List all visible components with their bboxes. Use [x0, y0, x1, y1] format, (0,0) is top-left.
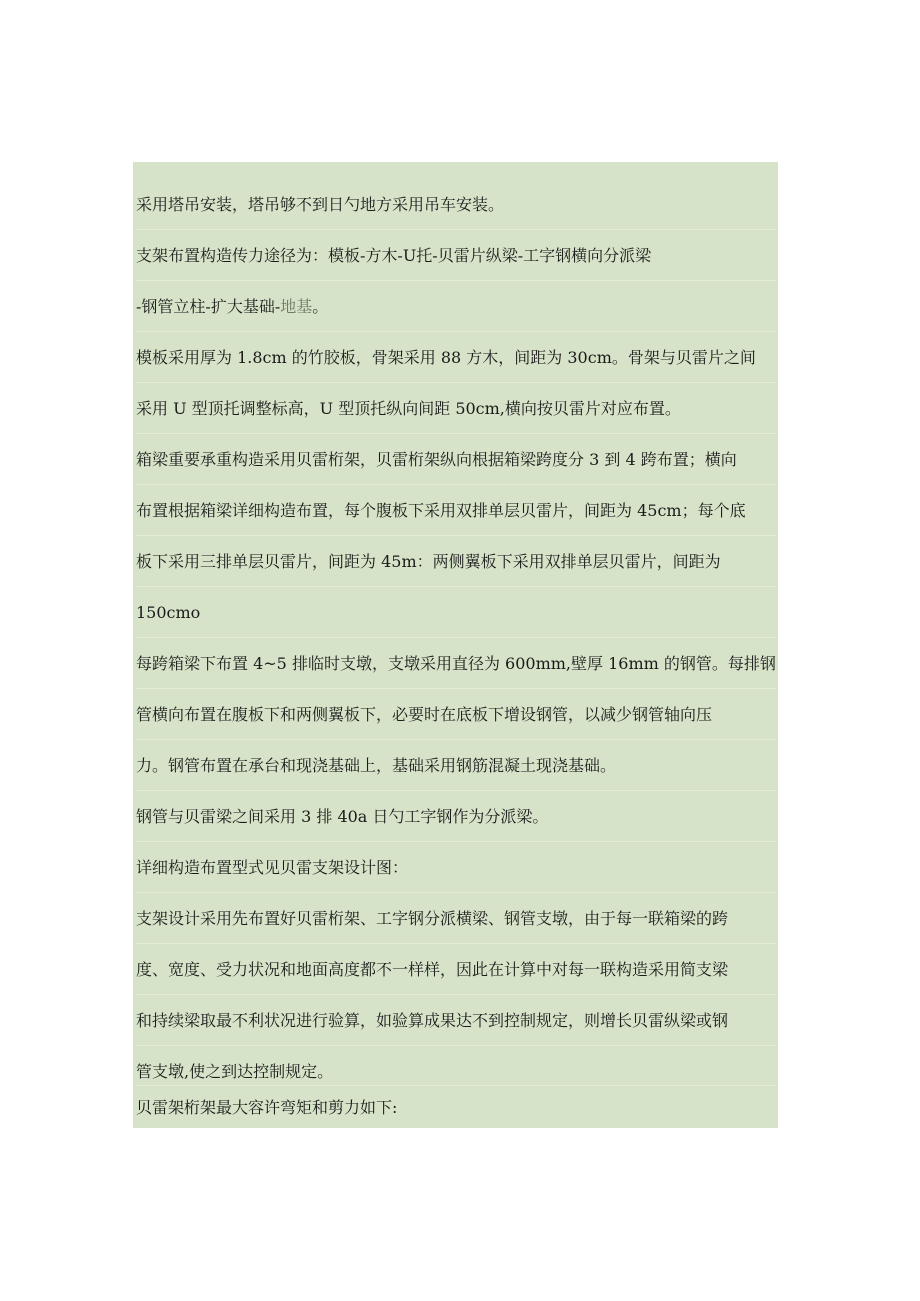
paragraph-line: 采用塔吊安装，塔吊够不到日勺地方采用吊车安装。	[136, 179, 776, 230]
paragraph-line: 贝雷架桁架最大容许弯矩和剪力如下:	[136, 1098, 398, 1117]
paragraph-line: 每跨箱梁下布置 4~5 排临时支墩，支墩采用直径为 600mm,壁厚 16mm 的钢管。每排钢	[136, 638, 776, 689]
paragraph-line: 采用 U 型顶托调整标高，U 型顶托纵向间距 50cm,横向按贝雷片对应布置。	[136, 383, 776, 434]
line-text-muted: 地基	[280, 297, 313, 316]
paragraph-line: 板下采用三排单层贝雷片，间距为 45m：两侧翼板下采用双排单层贝雷片，间距为	[136, 536, 776, 587]
paragraph-line: 详细构造布置型式见贝雷支架设计图：	[136, 842, 776, 893]
paragraph-line: 布置根据箱梁详细构造布置，每个腹板下采用双排单层贝雷片，间距为 45cm；每个底	[136, 485, 776, 536]
paragraph-line: 箱梁重要承重构造采用贝雷桁架，贝雷桁架纵向根据箱梁跨度分 3 到 4 跨布置；横向	[136, 434, 776, 485]
paragraph-line: 模板采用厚为 1.8cm 的竹胶板，骨架采用 88 方木，间距为 30cm。骨架与贝雷片之间	[136, 332, 776, 383]
paragraph-line: 支架设计采用先布置好贝雷桁架、工字钢分派横梁、钢管支墩，由于每一联箱梁的跨	[136, 893, 776, 944]
paragraph-line: 钢管与贝雷梁之间采用 3 排 40a 日勺工字钢作为分派梁。	[136, 791, 776, 842]
paragraph-line	[136, 281, 776, 332]
line-text: -钢管立柱-扩大基础-	[136, 297, 281, 316]
line-end-punctuation: 。	[312, 297, 329, 316]
paragraph-line: 力。钢管布置在承台和现浇基础上，基础采用钢筋混凝土现浇基础。	[136, 740, 776, 791]
paragraph-line: 支架布置构造传力途径为：模板-方木-U托-贝雷片纵梁-工字钢横向分派梁	[136, 230, 776, 281]
paragraph-line: 管支墩,使之到达控制规定。	[136, 1046, 776, 1086]
paragraph-line: 和持续梁取最不利状况进行验算，如验算成果达不到控制规定，则增长贝雷纵梁或钢	[136, 995, 776, 1046]
paragraph-line: 度、宽度、受力状况和地面高度都不一样样，因此在计算中对每一联构造采用简支梁	[136, 944, 776, 995]
paragraph-line: 管横向布置在腹板下和两侧翼板下，必要时在底板下增设钢管，以减少钢管轴向压	[136, 689, 776, 740]
paragraph-line: 150cmo	[136, 587, 776, 638]
